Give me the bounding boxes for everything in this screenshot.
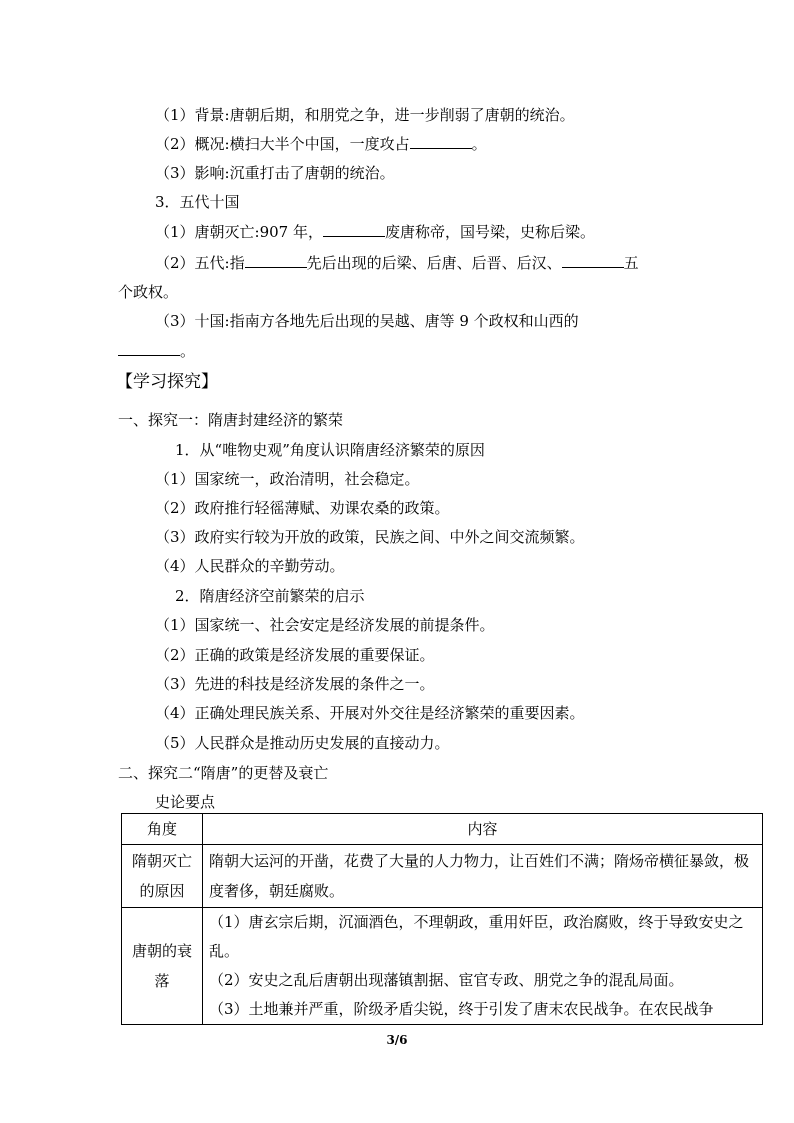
text-line: 个政权。 (118, 283, 179, 301)
list-item: （2）正确的政策是经济发展的重要保证。 (155, 646, 435, 664)
subheading: 3．五代十国 (155, 193, 240, 211)
text-segment: 。 (471, 135, 487, 153)
table-header-cell: 角度 (122, 814, 203, 845)
page-number: 3/6 (386, 1033, 408, 1047)
table-header-cell: 内容 (203, 814, 763, 845)
text-segment: （1）唐朝灭亡:907 年， (155, 223, 323, 241)
text-line: （3）十国:指南方各地先后出现的吴越、唐等 9 个政权和山西的 (155, 312, 579, 330)
list-item: （4）正确处理民族关系、开展对外交往是经济繁荣的重要因素。 (155, 704, 585, 722)
fill-blank[interactable] (245, 253, 307, 268)
list-item: （5）人民群众是推动历史发展的直接动力。 (155, 734, 450, 752)
heading: 二、探究二“隋唐”的更替及衰亡 (118, 764, 329, 782)
subheading: 2．隋唐经济空前繁荣的启示 (175, 587, 365, 605)
table-header-row (122, 814, 763, 845)
text-line (155, 134, 487, 154)
fill-blank[interactable] (562, 253, 624, 268)
text-segment: 先后出现的后梁、后唐、后晋、后汉、 (306, 254, 562, 272)
subheading: 史论要点 (155, 793, 216, 811)
text-segment: 五 (623, 254, 639, 272)
text-line: （3）影响:沉重打击了唐朝的统治。 (155, 164, 395, 182)
table-row (122, 845, 763, 908)
heading: 一、探究一：隋唐封建经济的繁荣 (118, 411, 344, 429)
list-item: （3）先进的科技是经济发展的条件之一。 (155, 675, 435, 693)
fill-blank[interactable] (410, 134, 472, 149)
subheading: 1．从“唯物史观”角度认识隋唐经济繁荣的原因 (175, 441, 485, 459)
table-row-label: 隋朝灭亡的原因 (122, 845, 203, 908)
list-item: （3）土地兼并严重，阶级矛盾尖锐，终于引发了唐末农民战争。在农民战争 (209, 1000, 714, 1018)
text-segment: 。 (180, 342, 196, 360)
text-line: （1）背景:唐朝后期，和朋党之争，进一步削弱了唐朝的统治。 (155, 106, 575, 124)
table-row-content: 隋朝大运河的开凿，花费了大量的人力物力，让百姓们不满；隋炀帝横征暴敛，极度奢侈，朝廷腐败。 (203, 845, 763, 908)
text-segment: （2）概况:横扫大半个中国，一度攻占 (155, 135, 410, 153)
list-item: （4）人民群众的辛勤劳动。 (155, 557, 345, 575)
table-row-label: 唐朝的衰落 (122, 908, 203, 1025)
list-item: （2）安史之乱后唐朝出现藩镇割据、宦官专政、朋党之争的混乱局面。 (209, 971, 684, 989)
section-title: 【学习探究】 (116, 372, 218, 392)
text-line (155, 222, 595, 242)
list-item: （1）国家统一、社会安定是经济发展的前提条件。 (155, 616, 495, 634)
list-item: （1）国家统一，政治清明，社会稳定。 (155, 470, 420, 488)
list-item: （1）唐玄宗后期，沉湎酒色，不理朝政，重用奸臣，政治腐败，终于导致安史之乱。 (209, 913, 744, 960)
text-line (118, 341, 195, 361)
list-item: （3）政府实行较为开放的政策，民族之间、中外之间交流频繁。 (155, 528, 585, 546)
history-table (121, 813, 763, 1025)
fill-blank[interactable] (118, 341, 180, 356)
text-segment: （2）五代:指 (155, 254, 245, 272)
text-line (155, 253, 639, 273)
fill-blank[interactable] (323, 222, 385, 237)
table-row (122, 908, 763, 1025)
list-item: （2）政府推行轻徭薄赋、劝课农桑的政策。 (155, 499, 450, 517)
table-row-content (203, 908, 763, 1025)
text-segment: 废唐称帝，国号梁，史称后梁。 (385, 223, 596, 241)
